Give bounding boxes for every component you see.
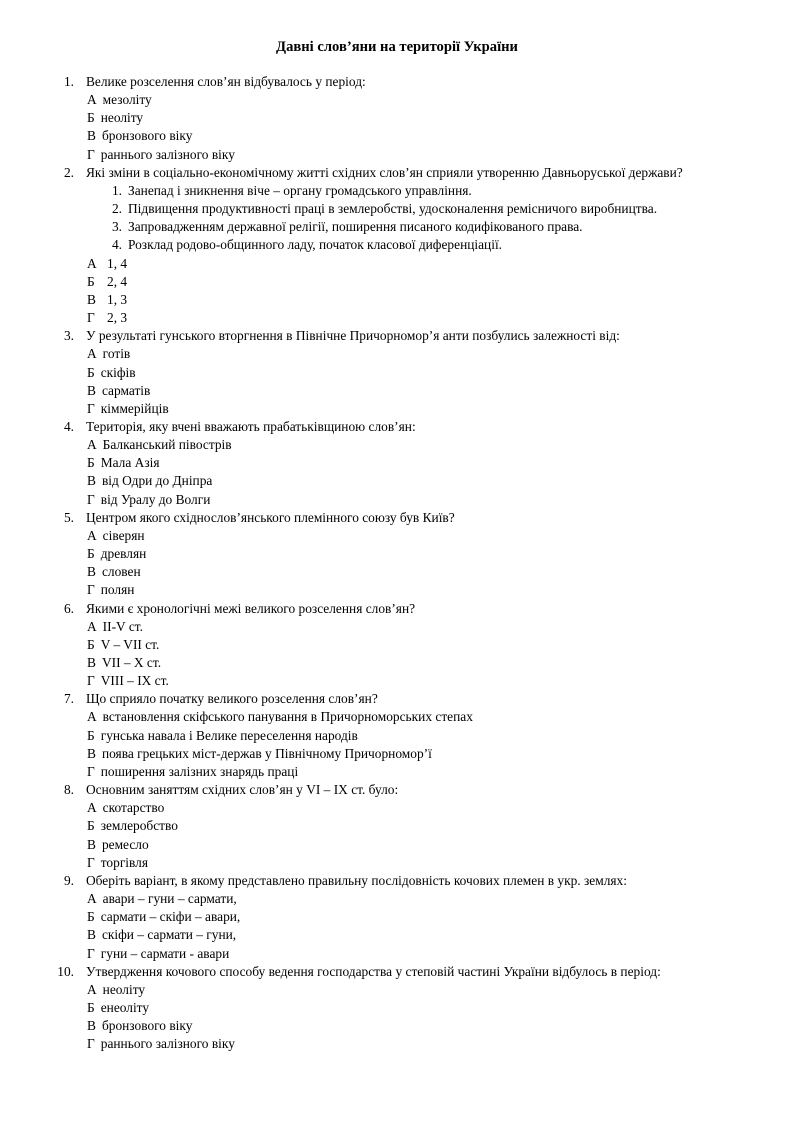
answer-option bbox=[0, 472, 794, 490]
option-letter: В bbox=[87, 291, 96, 307]
question-item bbox=[0, 872, 794, 963]
option-text: гуни – сармати - авари bbox=[100, 945, 230, 961]
question-item bbox=[0, 963, 794, 1054]
option-letter: А bbox=[87, 92, 97, 108]
answer-option bbox=[0, 654, 794, 672]
question-line bbox=[0, 327, 794, 345]
option-letter: В bbox=[87, 745, 96, 761]
option-text: ремесло bbox=[101, 836, 149, 852]
option-letter: В bbox=[87, 564, 96, 580]
question-number: 4. bbox=[63, 418, 74, 434]
option-text: неоліту bbox=[100, 110, 144, 126]
question-number: 5. bbox=[63, 509, 74, 525]
option-text: скотарство bbox=[102, 800, 165, 816]
option-text: древлян bbox=[100, 546, 147, 562]
option-text: V – VII ст. bbox=[100, 636, 160, 652]
option-letter: Б bbox=[87, 110, 95, 126]
statement-number: 1. bbox=[111, 182, 122, 198]
option-letter: В bbox=[87, 382, 96, 398]
document-page bbox=[0, 38, 794, 1053]
answer-option bbox=[0, 581, 794, 599]
option-text: VIII – IX ст. bbox=[100, 673, 169, 689]
answer-option bbox=[0, 545, 794, 563]
question-text: Що сприяло початку великого розселення слов’ян? bbox=[86, 691, 378, 707]
option-text: 2, 4 bbox=[107, 273, 128, 289]
option-letter: А bbox=[87, 527, 97, 543]
answer-option bbox=[0, 382, 794, 400]
question-item bbox=[0, 690, 794, 781]
option-text: гунська навала і Велике переселення народів bbox=[100, 727, 358, 743]
option-letter: А bbox=[87, 800, 97, 816]
statement-item bbox=[0, 218, 794, 236]
option-letter: Г bbox=[87, 673, 95, 689]
statement-number: 3. bbox=[111, 219, 122, 235]
option-text: сарматів bbox=[101, 382, 151, 398]
question-item bbox=[0, 418, 794, 509]
answer-option bbox=[0, 945, 794, 963]
option-letter: А bbox=[87, 981, 97, 997]
option-text: готів bbox=[102, 346, 131, 362]
statement-text: Занепад і зникнення віче – органу громадського управління. bbox=[128, 182, 472, 198]
answer-option bbox=[0, 454, 794, 472]
option-letter: В bbox=[87, 1018, 96, 1034]
question-item bbox=[0, 509, 794, 600]
answer-option bbox=[0, 981, 794, 999]
option-letter: Б bbox=[87, 727, 95, 743]
option-text: полян bbox=[100, 582, 135, 598]
answer-option bbox=[0, 400, 794, 418]
answer-option bbox=[0, 926, 794, 944]
question-line bbox=[0, 963, 794, 981]
answer-option bbox=[0, 1035, 794, 1053]
answer-option bbox=[0, 146, 794, 164]
answer-option bbox=[0, 672, 794, 690]
question-text: Основним заняттям східних слов’ян у VI – IX ст. було: bbox=[86, 782, 399, 798]
answer-option bbox=[0, 527, 794, 545]
statement-text: Розклад родово-общинного ладу, початок класової диференціації. bbox=[128, 237, 503, 253]
option-text: скіфи – сармати – гуни, bbox=[101, 927, 237, 943]
question-number: 7. bbox=[63, 691, 74, 707]
statement-text: Запровадженням державної релігії, поширення писаного кодифікованого права. bbox=[128, 219, 583, 235]
answer-option bbox=[0, 109, 794, 127]
question-number: 6. bbox=[63, 600, 74, 616]
option-text: II-V ст. bbox=[102, 618, 143, 634]
option-text: авари – гуни – сармати, bbox=[102, 891, 237, 907]
option-letter: А bbox=[87, 346, 97, 362]
question-number: 1. bbox=[63, 74, 74, 89]
question-item bbox=[0, 781, 794, 872]
option-letter: Г bbox=[87, 1036, 95, 1052]
answer-option bbox=[0, 309, 794, 327]
question-line bbox=[0, 872, 794, 890]
answer-option bbox=[0, 563, 794, 581]
question-number: 10. bbox=[57, 963, 74, 979]
question-text: У результаті гунського вторгнення в Північне Причорномор’я анти позбулись залежності від: bbox=[86, 328, 620, 344]
option-letter: Б bbox=[87, 636, 95, 652]
answer-option bbox=[0, 291, 794, 309]
option-text: землеробство bbox=[100, 818, 178, 834]
option-text: неоліту bbox=[102, 981, 146, 997]
option-text: Балканський півострів bbox=[102, 437, 232, 453]
option-text: поява грецьких міст-держав у Північному Причорномор’ї bbox=[101, 745, 432, 761]
answer-option bbox=[0, 763, 794, 781]
answer-option bbox=[0, 436, 794, 454]
option-letter: В bbox=[87, 128, 96, 144]
answer-option bbox=[0, 618, 794, 636]
option-letter: В bbox=[87, 927, 96, 943]
answer-option bbox=[0, 727, 794, 745]
option-letter: Б bbox=[87, 273, 95, 289]
option-text: Мала Азія bbox=[100, 455, 160, 471]
answer-option bbox=[0, 636, 794, 654]
option-text: 1, 4 bbox=[107, 255, 128, 271]
statement-text: Підвищення продуктивності праці в землеробстві, удосконалення ремісничого виробництва. bbox=[128, 201, 658, 217]
option-letter: Г bbox=[87, 582, 95, 598]
question-number: 2. bbox=[63, 164, 74, 180]
question-line bbox=[0, 73, 794, 91]
answer-option bbox=[0, 1017, 794, 1035]
answer-option bbox=[0, 255, 794, 273]
question-line bbox=[0, 690, 794, 708]
option-text: словен bbox=[101, 564, 141, 580]
statement-number: 2. bbox=[111, 201, 122, 217]
option-text: бронзового віку bbox=[101, 128, 193, 144]
question-line bbox=[0, 600, 794, 618]
question-number: 8. bbox=[63, 782, 74, 798]
answer-option bbox=[0, 745, 794, 763]
question-text: Велике розселення слов’ян відбувалось у період: bbox=[86, 74, 366, 89]
option-text: бронзового віку bbox=[101, 1018, 193, 1034]
option-letter: А bbox=[87, 437, 97, 453]
question-item bbox=[0, 600, 794, 691]
option-text: торгівля bbox=[100, 854, 149, 870]
option-text: VII – X ст. bbox=[101, 655, 162, 670]
question-text: Утвердження кочового способу ведення господарства у степовій частині України відбулось в період: bbox=[86, 963, 661, 979]
option-letter: Г bbox=[87, 945, 95, 961]
question-number: 9. bbox=[63, 872, 74, 888]
option-text: енеоліту bbox=[100, 999, 150, 1015]
question-list bbox=[0, 73, 794, 1053]
question-text: Які зміни в соціально-економічному житті східних слов’ян сприяли утворенню Давньоруської держави? bbox=[86, 164, 683, 180]
option-text: встановлення скіфського панування в Причорноморських степах bbox=[102, 709, 473, 725]
question-line bbox=[0, 781, 794, 799]
option-text: від Одри до Дніпра bbox=[101, 473, 213, 489]
option-text: раннього залізного віку bbox=[100, 1036, 235, 1052]
question-text: Територія, яку вчені вважають прабатьківщиною слов’ян: bbox=[86, 418, 416, 434]
option-letter: Б bbox=[87, 364, 95, 380]
option-letter: А bbox=[87, 709, 97, 725]
option-letter: Б bbox=[87, 999, 95, 1015]
option-letter: А bbox=[87, 618, 97, 634]
question-item bbox=[0, 164, 794, 327]
option-text: раннього залізного віку bbox=[100, 146, 235, 162]
answer-option bbox=[0, 91, 794, 109]
option-text: кіммерійців bbox=[100, 400, 169, 416]
question-text: Якими є хронологічні межі великого розселення слов’ян? bbox=[86, 600, 416, 616]
option-letter: В bbox=[87, 655, 96, 670]
option-text: 1, 3 bbox=[107, 291, 128, 307]
question-number: 3. bbox=[63, 328, 74, 344]
option-letter: А bbox=[87, 891, 97, 907]
question-line bbox=[0, 509, 794, 527]
question-line bbox=[0, 418, 794, 436]
answer-option bbox=[0, 836, 794, 854]
answer-option bbox=[0, 364, 794, 382]
statement-item bbox=[0, 182, 794, 200]
option-letter: Б bbox=[87, 909, 95, 925]
option-letter: А bbox=[87, 255, 97, 271]
option-text: сіверян bbox=[102, 527, 145, 543]
option-letter: Г bbox=[87, 854, 95, 870]
answer-option bbox=[0, 854, 794, 872]
page-title: Давні слов’яни на території України bbox=[276, 39, 518, 55]
option-text: 2, 3 bbox=[107, 310, 128, 326]
answer-option bbox=[0, 127, 794, 145]
answer-option bbox=[0, 799, 794, 817]
answer-option bbox=[0, 708, 794, 726]
statement-number: 4. bbox=[111, 237, 122, 253]
option-letter: В bbox=[87, 473, 96, 489]
option-text: від Уралу до Волги bbox=[100, 491, 211, 507]
answer-option bbox=[0, 908, 794, 926]
option-letter: Г bbox=[87, 491, 95, 507]
question-line bbox=[0, 164, 794, 182]
option-text: поширення залізних знарядь праці bbox=[100, 763, 299, 779]
answer-option bbox=[0, 273, 794, 291]
option-letter: Г bbox=[87, 763, 95, 779]
option-letter: Б bbox=[87, 455, 95, 471]
option-letter: Г bbox=[87, 400, 95, 416]
question-item bbox=[0, 327, 794, 418]
option-text: скіфів bbox=[100, 364, 136, 380]
option-letter: Б bbox=[87, 818, 95, 834]
statement-item bbox=[0, 236, 794, 254]
answer-option bbox=[0, 491, 794, 509]
option-letter: Г bbox=[87, 146, 95, 162]
option-letter: Б bbox=[87, 546, 95, 562]
answer-option bbox=[0, 817, 794, 835]
answer-option bbox=[0, 999, 794, 1017]
question-item bbox=[0, 73, 794, 164]
option-text: мезоліту bbox=[102, 92, 152, 108]
question-text: Центром якого східнослов’янського племінного союзу був Київ? bbox=[86, 509, 455, 525]
answer-option bbox=[0, 890, 794, 908]
answer-option bbox=[0, 345, 794, 363]
question-text: Оберіть варіант, в якому представлено правильну послідовність кочових племен в укр. землях: bbox=[86, 872, 627, 888]
statement-item bbox=[0, 200, 794, 218]
option-letter: В bbox=[87, 836, 96, 852]
option-text: сармати – скіфи – авари, bbox=[100, 909, 241, 925]
option-letter: Г bbox=[87, 310, 95, 326]
